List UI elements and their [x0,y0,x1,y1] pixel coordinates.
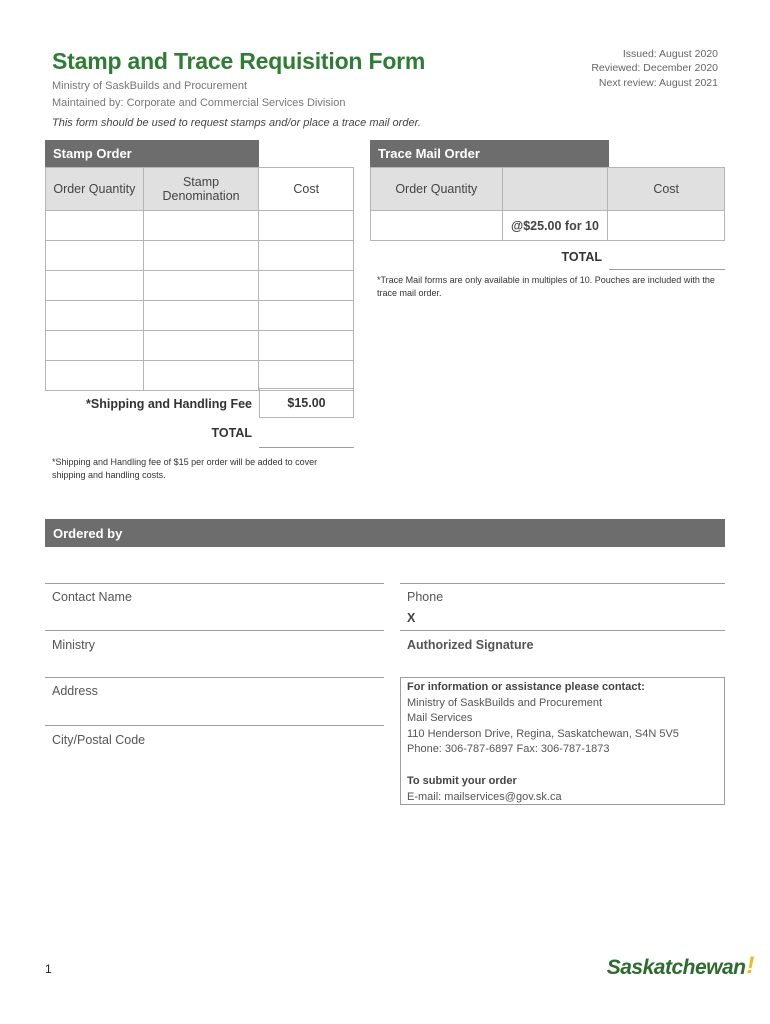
table-row [46,361,354,391]
stamp-order-table [45,167,354,391]
stamp-quantity-cell[interactable] [46,211,144,241]
info-ministry: Ministry of SaskBuilds and Procurement [407,696,603,709]
phone-label: Phone [407,590,444,604]
table-row [46,271,354,301]
trace-rate: @$25.00 for 10 [502,211,608,241]
stamp-cost-cell[interactable] [259,241,354,271]
stamp-quantity-cell[interactable] [46,331,144,361]
stamp-denomination-cell[interactable] [143,241,259,271]
table-row [46,331,354,361]
phone-line[interactable] [400,583,725,584]
stamp-total-label: TOTAL [211,426,252,440]
shipping-fee-value: $15.00 [259,388,354,418]
trace-order-header: Trace Mail Order [370,140,609,167]
table-row [46,211,354,241]
stamp-cost-cell[interactable] [259,271,354,301]
col-stamp-denomination: Stamp Denomination [143,168,259,211]
info-phone-fax: Phone: 306-787-6897 Fax: 306-787-1873 [407,743,610,756]
trace-quantity-cell[interactable] [371,211,503,241]
city-postal-label: City/Postal Code [52,733,146,747]
stamp-denomination-cell[interactable] [143,331,259,361]
signature-line[interactable] [400,630,725,631]
trace-col-cost: Cost [608,168,725,211]
stamp-denomination-cell[interactable] [143,301,259,331]
logo-mark: ! [746,952,754,979]
table-row [46,241,354,271]
next-review-date: Next review: August 2021 [598,77,718,89]
stamp-cost-cell[interactable] [259,331,354,361]
info-address: 110 Henderson Drive, Regina, Saskatchewan, S4N 5V5 [407,727,679,740]
stamp-cost-cell[interactable] [259,211,354,241]
stamp-quantity-cell[interactable] [46,301,144,331]
contact-info-box [400,677,725,805]
address-label: Address [52,684,98,698]
trace-col-order-quantity: Order Quantity [371,168,503,211]
info-mail-services: Mail Services [407,712,473,725]
issued-date: Issued: August 2020 [622,48,718,60]
trace-total-label: TOTAL [561,250,602,264]
contact-name-line[interactable] [45,583,384,584]
ministry-label: Ministry [52,638,96,652]
stamp-quantity-cell[interactable] [46,271,144,301]
form-intro: This form should be used to request stamps and/or place a trace mail order. [52,117,421,129]
stamp-quantity-cell[interactable] [46,361,144,391]
table-row [46,301,354,331]
trace-cost-cell[interactable] [608,211,725,241]
submit-heading: To submit your order [407,774,517,787]
stamp-denomination-cell[interactable] [143,211,259,241]
ordered-by-header: Ordered by [45,519,725,547]
ministry-line[interactable] [45,630,384,631]
col-cost: Cost [259,168,354,211]
shipping-note: *Shipping and Handling fee of $15 per order will be added to cover shipping and handling costs. [52,457,318,480]
trace-col-blank [502,168,608,211]
stamp-denomination-cell[interactable] [143,361,259,391]
page-number: 1 [45,962,52,976]
contact-name-label: Contact Name [52,590,132,604]
city-postal-line[interactable] [45,725,384,726]
ministry-name: Ministry of SaskBuilds and Procurement [52,80,248,92]
signature-x-mark: X [407,611,416,625]
stamp-denomination-cell[interactable] [143,271,259,301]
trace-order-table [370,167,725,241]
stamp-cost-cell[interactable] [259,361,354,391]
trace-total-line[interactable] [609,269,725,270]
stamp-quantity-cell[interactable] [46,241,144,271]
saskatchewan-logo [607,952,754,980]
address-line[interactable] [45,677,384,678]
form-title: Stamp and Trace Requisition Form [52,48,426,74]
trace-note: *Trace Mail forms are only available in multiples of 10. Pouches are included with the trace mail order. [377,275,715,298]
logo-wordmark: Saskatchewan [606,956,746,979]
col-order-quantity: Order Quantity [46,168,144,211]
shipping-fee-label: *Shipping and Handling Fee [86,397,252,411]
reviewed-date: Reviewed: December 2020 [591,62,718,74]
info-heading: For information or assistance please contact: [407,681,645,693]
stamp-order-header: Stamp Order [45,140,259,167]
stamp-cost-cell[interactable] [259,301,354,331]
signature-label: Authorized Signature [407,638,534,652]
stamp-total-line[interactable] [259,447,354,448]
submit-email[interactable]: E-mail: mailservices@gov.sk.ca [407,790,562,803]
maintained-by: Maintained by: Corporate and Commercial Services Division [52,97,346,109]
